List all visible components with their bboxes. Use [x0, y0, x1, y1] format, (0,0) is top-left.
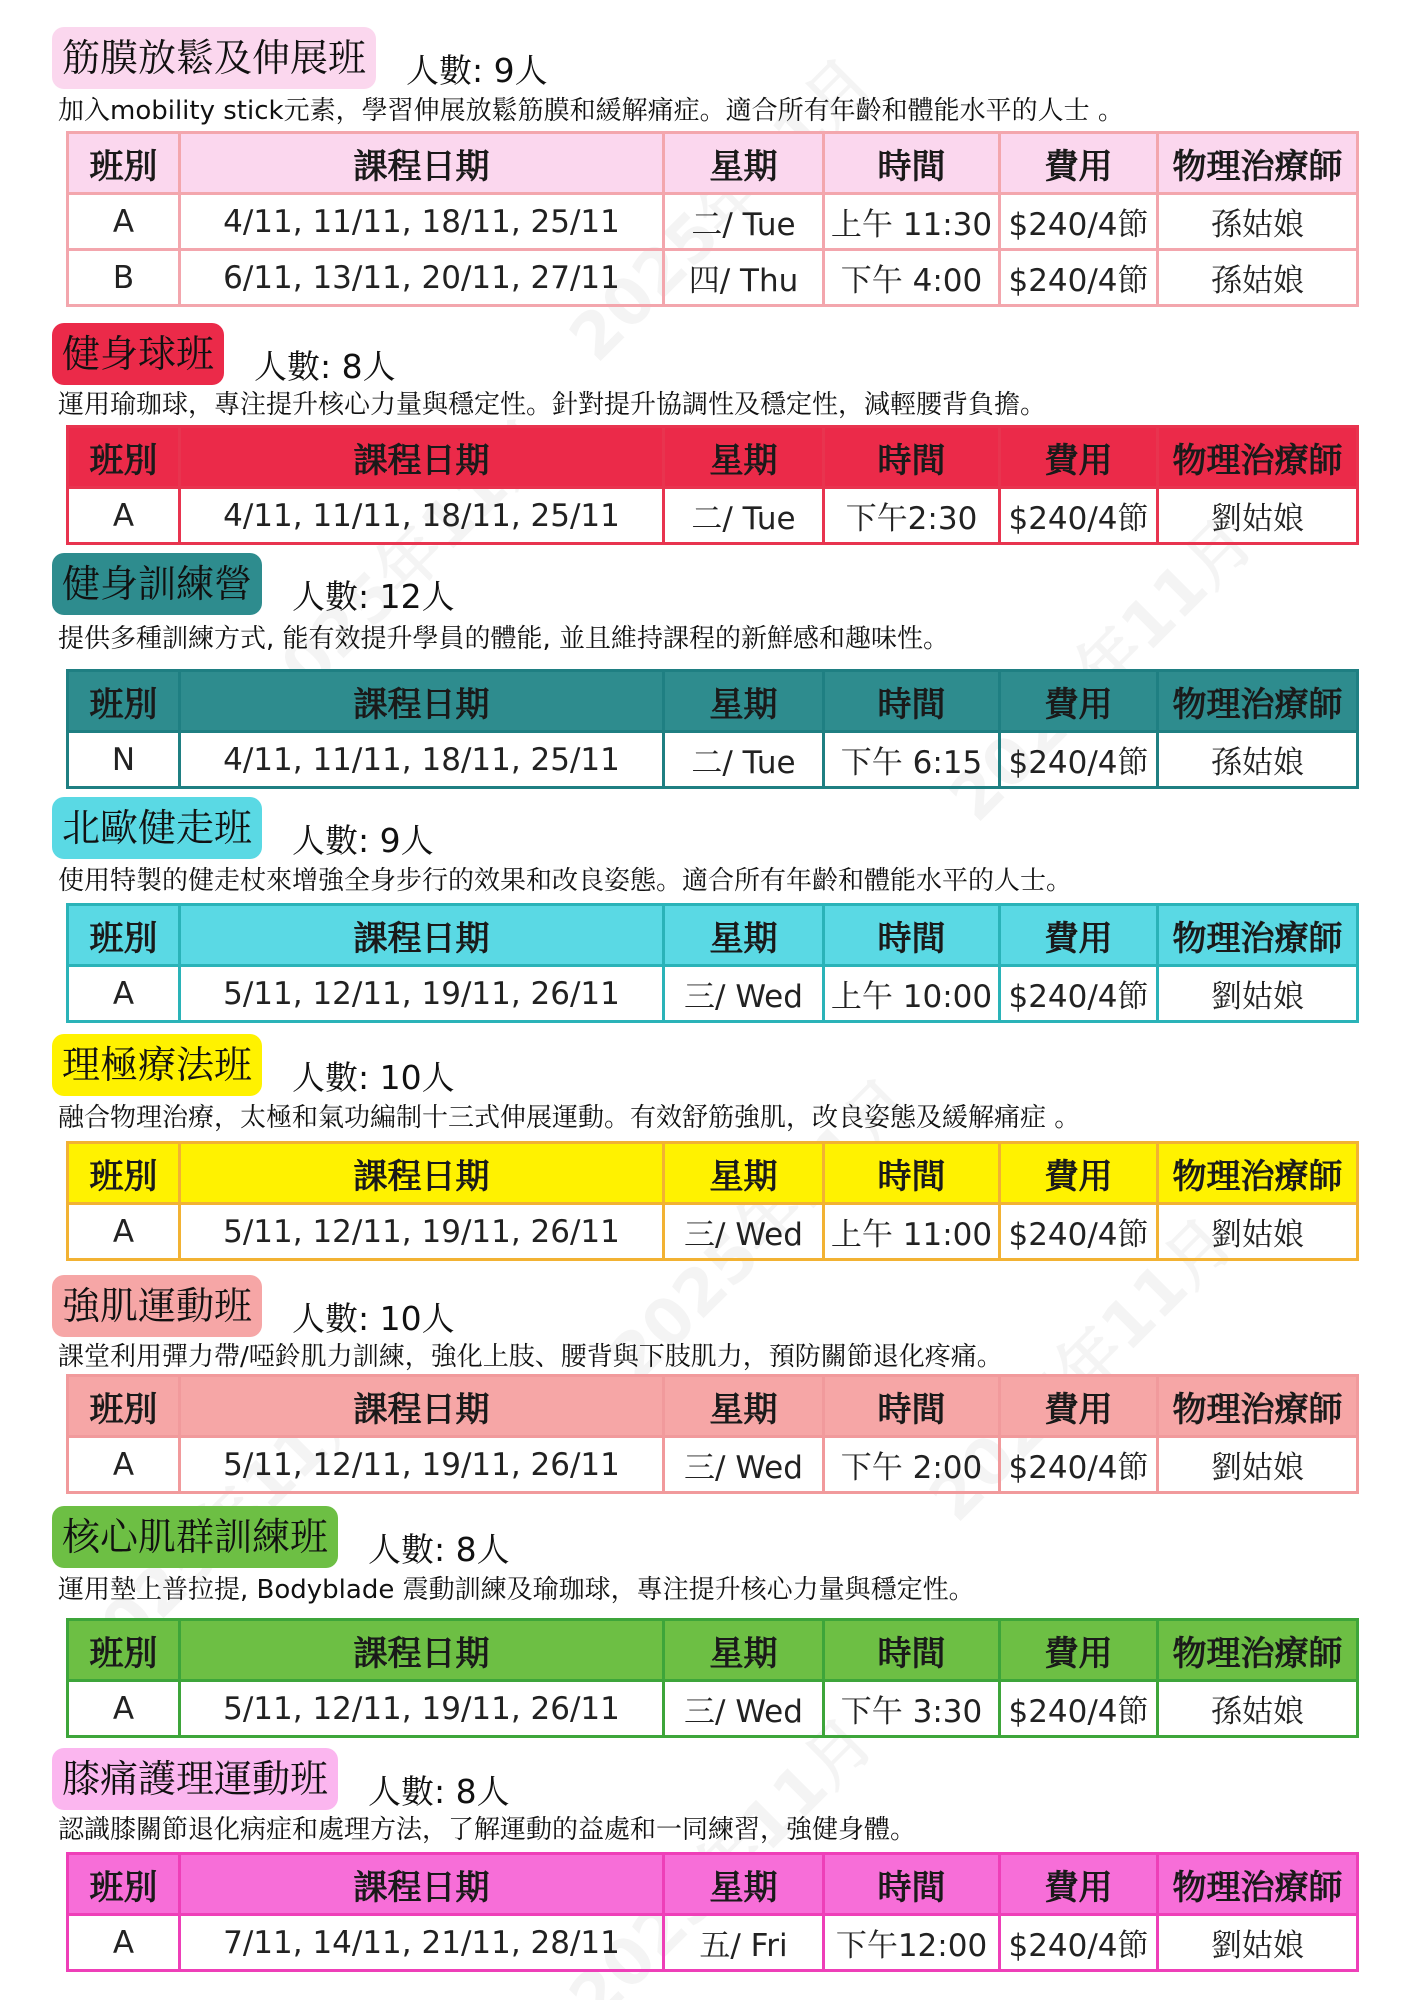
header-time-col: 時間	[824, 1143, 1000, 1204]
header-time-col: 時間	[824, 1376, 1000, 1437]
cell-class-col: A	[68, 966, 180, 1022]
class-size: 人數: 9人	[406, 50, 548, 90]
course-title-row	[52, 322, 396, 386]
cell-time-col: 下午 2:00	[824, 1437, 1000, 1493]
cell-therapist-col: 劉姑娘	[1158, 488, 1358, 544]
header-therapist-col: 物理治療師	[1158, 905, 1358, 966]
header-class-col: 班別	[68, 1143, 180, 1204]
cell-class-col: N	[68, 732, 180, 788]
schedule-table	[66, 131, 1359, 307]
header-dates-col: 課程日期	[180, 427, 664, 488]
course-title-row	[52, 1033, 455, 1097]
cell-dates-col: 6/11, 13/11, 20/11, 27/11	[180, 250, 664, 306]
header-weekday-col: 星期	[664, 905, 824, 966]
course-title: 北歐健走班	[52, 797, 262, 859]
course-description: 認識膝關節退化病症和處理方法，了解運動的益處和一同練習，強健身體。	[58, 1815, 917, 1845]
cell-fee-col: $240/4節	[1000, 1681, 1158, 1737]
cell-therapist-col: 劉姑娘	[1158, 1204, 1358, 1260]
header-class-col: 班別	[68, 427, 180, 488]
header-weekday-col: 星期	[664, 133, 824, 194]
cell-time-col: 下午 3:30	[824, 1681, 1000, 1737]
header-fee-col: 費用	[1000, 1620, 1158, 1681]
header-fee-col: 費用	[1000, 905, 1158, 966]
cell-therapist-col: 孫姑娘	[1158, 732, 1358, 788]
header-class-col: 班別	[68, 905, 180, 966]
header-therapist-col: 物理治療師	[1158, 1143, 1358, 1204]
cell-therapist-col: 劉姑娘	[1158, 1915, 1358, 1971]
header-fee-col: 費用	[1000, 427, 1158, 488]
table-row	[68, 194, 1358, 250]
header-time-col: 時間	[824, 905, 1000, 966]
cell-class-col: A	[68, 1437, 180, 1493]
header-fee-col: 費用	[1000, 1854, 1158, 1915]
course-section	[0, 1747, 1414, 1997]
header-dates-col: 課程日期	[180, 1376, 664, 1437]
course-title: 膝痛護理運動班	[52, 1748, 338, 1810]
course-description: 融合物理治療，太極和氣功編制十三式伸展運動。有效舒筋強肌，改良姿態及緩解痛症 。	[58, 1103, 1081, 1133]
header-time-col: 時間	[824, 671, 1000, 732]
header-fee-col: 費用	[1000, 671, 1158, 732]
cell-therapist-col: 孫姑娘	[1158, 1681, 1358, 1737]
cell-time-col: 下午12:00	[824, 1915, 1000, 1971]
course-section	[0, 26, 1414, 299]
course-title: 理極療法班	[52, 1034, 262, 1096]
cell-class-col: A	[68, 1204, 180, 1260]
table-row	[68, 966, 1358, 1022]
cell-fee-col: $240/4節	[1000, 966, 1158, 1022]
table-header-row	[68, 1854, 1358, 1915]
cell-therapist-col: 孫姑娘	[1158, 250, 1358, 306]
course-section	[0, 796, 1414, 1046]
class-size: 人數: 9人	[292, 820, 434, 860]
header-dates-col: 課程日期	[180, 1854, 664, 1915]
cell-weekday-col: 五/ Fri	[664, 1915, 824, 1971]
course-title: 健身球班	[52, 323, 224, 385]
cell-class-col: A	[68, 1681, 180, 1737]
header-weekday-col: 星期	[664, 1854, 824, 1915]
schedule-table	[66, 903, 1359, 1023]
cell-time-col: 上午 11:30	[824, 194, 1000, 250]
class-size: 人數: 10人	[292, 1057, 455, 1097]
table-header-row	[68, 905, 1358, 966]
cell-time-col: 下午 4:00	[824, 250, 1000, 306]
class-size: 人數: 8人	[368, 1529, 510, 1569]
course-description: 使用特製的健走杖來增強全身步行的效果和改良姿態。適合所有年齡和體能水平的人士。	[58, 866, 1073, 896]
header-dates-col: 課程日期	[180, 1620, 664, 1681]
course-description: 加入mobility stick元素，學習伸展放鬆筋膜和緩解痛症。適合所有年齡和體能水平的人士 。	[58, 96, 1124, 126]
header-weekday-col: 星期	[664, 1376, 824, 1437]
header-class-col: 班別	[68, 1854, 180, 1915]
cell-fee-col: $240/4節	[1000, 1915, 1158, 1971]
table-header-row	[68, 133, 1358, 194]
cell-dates-col: 4/11, 11/11, 18/11, 25/11	[180, 488, 664, 544]
header-therapist-col: 物理治療師	[1158, 671, 1358, 732]
class-size: 人數: 12人	[292, 576, 455, 616]
table-header-row	[68, 1620, 1358, 1681]
header-therapist-col: 物理治療師	[1158, 1620, 1358, 1681]
header-weekday-col: 星期	[664, 427, 824, 488]
table-row	[68, 1204, 1358, 1260]
cell-fee-col: $240/4節	[1000, 1437, 1158, 1493]
course-title: 強肌運動班	[52, 1275, 262, 1337]
course-title: 健身訓練營	[52, 553, 262, 615]
cell-dates-col: 5/11, 12/11, 19/11, 26/11	[180, 1437, 664, 1493]
header-weekday-col: 星期	[664, 1143, 824, 1204]
cell-weekday-col: 二/ Tue	[664, 732, 824, 788]
course-section	[0, 1033, 1414, 1283]
cell-class-col: B	[68, 250, 180, 306]
cell-weekday-col: 二/ Tue	[664, 488, 824, 544]
course-description: 提供多種訓練方式, 能有效提升學員的體能, 並且維持課程的新鮮感和趣味性。	[58, 624, 950, 654]
cell-fee-col: $240/4節	[1000, 250, 1158, 306]
header-fee-col: 費用	[1000, 1143, 1158, 1204]
cell-fee-col: $240/4節	[1000, 488, 1158, 544]
class-size: 人數: 8人	[368, 1771, 510, 1811]
course-title-row	[52, 1747, 510, 1811]
schedule-table	[66, 1374, 1359, 1494]
course-title-row	[52, 1505, 510, 1569]
table-row	[68, 1681, 1358, 1737]
header-time-col: 時間	[824, 1854, 1000, 1915]
table-row	[68, 732, 1358, 788]
cell-dates-col: 5/11, 12/11, 19/11, 26/11	[180, 1681, 664, 1737]
table-header-row	[68, 671, 1358, 732]
header-time-col: 時間	[824, 133, 1000, 194]
table-header-row	[68, 1376, 1358, 1437]
header-therapist-col: 物理治療師	[1158, 1376, 1358, 1437]
cell-weekday-col: 三/ Wed	[664, 966, 824, 1022]
header-time-col: 時間	[824, 1620, 1000, 1681]
header-class-col: 班別	[68, 1376, 180, 1437]
class-size: 人數: 8人	[254, 346, 396, 386]
cell-weekday-col: 三/ Wed	[664, 1437, 824, 1493]
header-therapist-col: 物理治療師	[1158, 133, 1358, 194]
header-dates-col: 課程日期	[180, 133, 664, 194]
schedule-table	[66, 1141, 1359, 1261]
course-title: 筋膜放鬆及伸展班	[52, 27, 376, 89]
cell-class-col: A	[68, 488, 180, 544]
cell-fee-col: $240/4節	[1000, 194, 1158, 250]
schedule-table	[66, 1852, 1359, 1972]
cell-fee-col: $240/4節	[1000, 1204, 1158, 1260]
course-description: 運用墊上普拉提, Bodyblade 震動訓練及瑜珈球，專注提升核心力量與穩定性。	[58, 1575, 975, 1605]
schedule-table	[66, 1618, 1359, 1738]
cell-fee-col: $240/4節	[1000, 732, 1158, 788]
header-fee-col: 費用	[1000, 133, 1158, 194]
header-class-col: 班別	[68, 133, 180, 194]
course-section	[0, 322, 1414, 572]
table-header-row	[68, 1143, 1358, 1204]
header-weekday-col: 星期	[664, 671, 824, 732]
cell-dates-col: 4/11, 11/11, 18/11, 25/11	[180, 194, 664, 250]
cell-dates-col: 7/11, 14/11, 21/11, 28/11	[180, 1915, 664, 1971]
cell-time-col: 上午 10:00	[824, 966, 1000, 1022]
course-title-row	[52, 796, 434, 860]
header-time-col: 時間	[824, 427, 1000, 488]
cell-time-col: 上午 11:00	[824, 1204, 1000, 1260]
cell-weekday-col: 三/ Wed	[664, 1681, 824, 1737]
cell-time-col: 下午 6:15	[824, 732, 1000, 788]
course-section	[0, 1274, 1414, 1524]
header-class-col: 班別	[68, 1620, 180, 1681]
course-section	[0, 1505, 1414, 1755]
schedule-table	[66, 669, 1359, 789]
course-description: 課堂利用彈力帶/啞鈴肌力訓練，強化上肢、腰背與下肢肌力，預防關節退化疼痛。	[58, 1342, 1003, 1372]
cell-weekday-col: 二/ Tue	[664, 194, 824, 250]
cell-class-col: A	[68, 1915, 180, 1971]
course-title-row	[52, 1274, 455, 1338]
course-description: 運用瑜珈球，專注提升核心力量與穩定性。針對提升協調性及穩定性，減輕腰背負擔。	[58, 390, 1047, 420]
table-row	[68, 488, 1358, 544]
header-therapist-col: 物理治療師	[1158, 1854, 1358, 1915]
cell-weekday-col: 三/ Wed	[664, 1204, 824, 1260]
cell-dates-col: 4/11, 11/11, 18/11, 25/11	[180, 732, 664, 788]
header-dates-col: 課程日期	[180, 1143, 664, 1204]
header-class-col: 班別	[68, 671, 180, 732]
course-title-row	[52, 26, 548, 90]
table-row	[68, 250, 1358, 306]
header-weekday-col: 星期	[664, 1620, 824, 1681]
course-title-row	[52, 552, 455, 616]
cell-therapist-col: 孫姑娘	[1158, 194, 1358, 250]
table-row	[68, 1915, 1358, 1971]
cell-class-col: A	[68, 194, 180, 250]
table-row	[68, 1437, 1358, 1493]
cell-dates-col: 5/11, 12/11, 19/11, 26/11	[180, 966, 664, 1022]
table-header-row	[68, 427, 1358, 488]
course-section	[0, 552, 1414, 802]
cell-time-col: 下午2:30	[824, 488, 1000, 544]
header-dates-col: 課程日期	[180, 671, 664, 732]
class-size: 人數: 10人	[292, 1298, 455, 1338]
header-dates-col: 課程日期	[180, 905, 664, 966]
cell-dates-col: 5/11, 12/11, 19/11, 26/11	[180, 1204, 664, 1260]
header-fee-col: 費用	[1000, 1376, 1158, 1437]
schedule-table	[66, 425, 1359, 545]
course-title: 核心肌群訓練班	[52, 1506, 338, 1568]
cell-therapist-col: 劉姑娘	[1158, 966, 1358, 1022]
header-therapist-col: 物理治療師	[1158, 427, 1358, 488]
cell-weekday-col: 四/ Thu	[664, 250, 824, 306]
cell-therapist-col: 劉姑娘	[1158, 1437, 1358, 1493]
